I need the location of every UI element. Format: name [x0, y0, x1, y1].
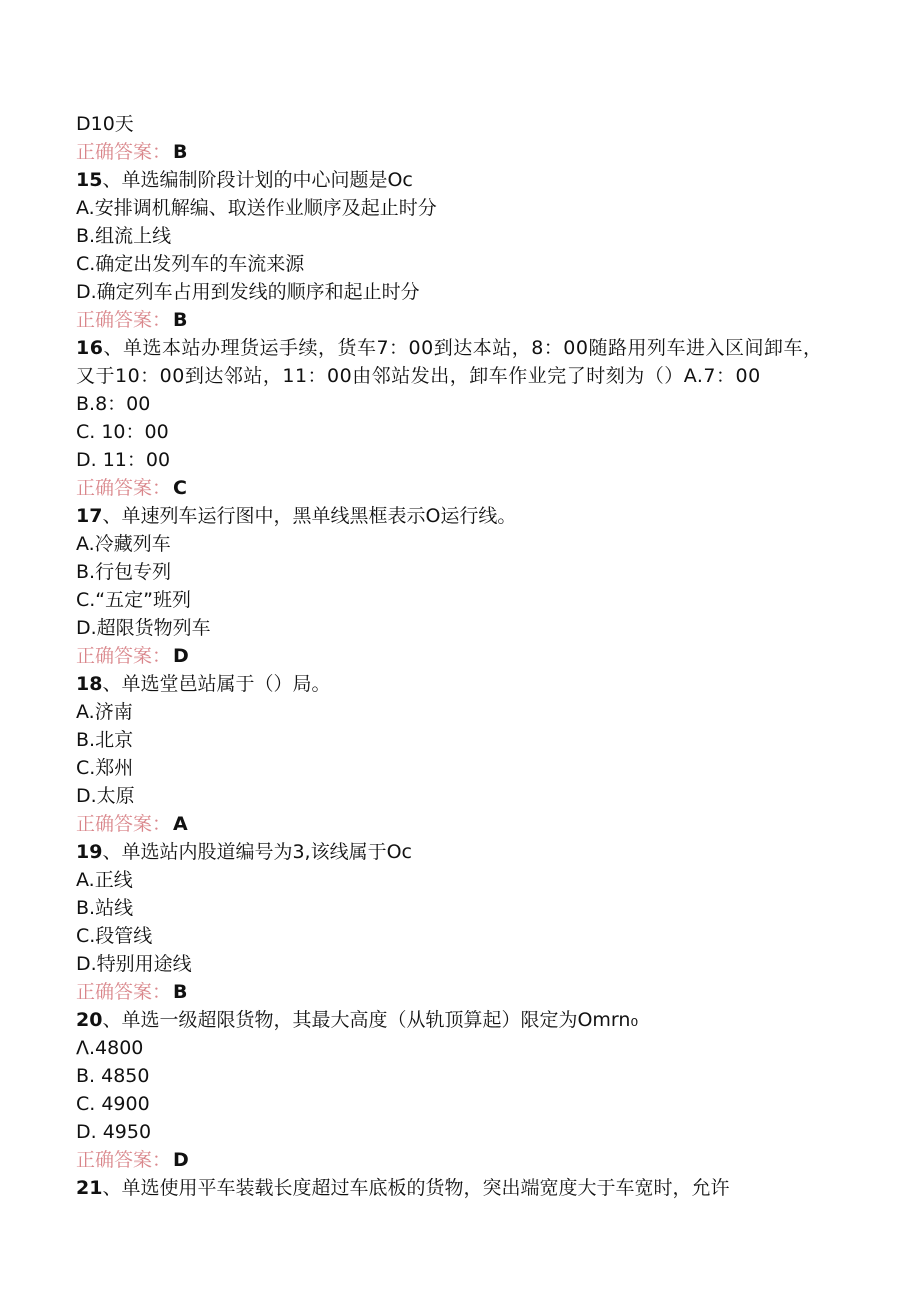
option-line: A.济南 [76, 701, 133, 723]
answer-line [76, 642, 836, 670]
question-text: 、单选编制阶段计划的中心问题是Oc [102, 169, 413, 191]
answer-line [76, 1146, 836, 1174]
answer-key: B [173, 981, 188, 1003]
question-number: 16 [76, 337, 104, 359]
document-page [76, 110, 836, 1202]
option-line: C.“五定”班列 [76, 589, 191, 611]
answer-line [76, 474, 836, 502]
answer-label: 正确答案： [76, 1149, 172, 1171]
answer-label: 正确答案： [76, 141, 172, 163]
question-19 [76, 838, 836, 866]
option-line: C.确定出发列车的车流来源 [76, 253, 305, 275]
answer-key: D [173, 645, 189, 667]
question-text: 、单选堂邑站属于（）局。 [102, 673, 331, 695]
question-17 [76, 502, 836, 530]
question-number: 19 [76, 841, 103, 863]
answer-label: 正确答案： [76, 645, 172, 667]
question-number: 18 [76, 673, 103, 695]
question-number: 15 [76, 169, 103, 191]
question-number: 20 [76, 1009, 103, 1031]
option-line: D.超限货物列车 [76, 617, 211, 639]
question-21 [76, 1174, 836, 1202]
option-line: B.站线 [76, 897, 134, 919]
answer-label: 正确答案： [76, 813, 172, 835]
question-text: 、单选站内股道编号为3,该线属于Oc [102, 841, 412, 863]
option-line: C.郑州 [76, 757, 134, 779]
answer-line [76, 306, 836, 334]
answer-key: B [173, 309, 188, 331]
answer-label: 正确答案： [76, 477, 172, 499]
option-line: D. 11：00 [76, 449, 171, 471]
option-line: B.8：00 [76, 393, 151, 415]
option-line: D.确定列车占用到发线的顺序和起止时分 [76, 281, 420, 303]
answer-key: B [173, 141, 188, 163]
question-number: 17 [76, 505, 103, 527]
option-line: B.北京 [76, 729, 134, 751]
option-line: B.行包专列 [76, 561, 172, 583]
answer-key: D [173, 1149, 189, 1171]
option-line: C. 10：00 [76, 421, 169, 443]
answer-label: 正确答案： [76, 981, 172, 1003]
option-line: D10天 [76, 113, 134, 135]
answer-key: A [173, 813, 188, 835]
question-text: 、单选本站办理货运手续，货车7：00到达本站，8：00随路用列车进入区间卸车，又于10：00到达邻站，11：00由邻站发出，卸车作业完了时刻为（）A.7：00 [76, 337, 823, 387]
answer-line [76, 810, 836, 838]
question-text: 、单速列车运行图中，黑单线黑框表示O运行线。 [102, 505, 517, 527]
answer-line [76, 138, 836, 166]
answer-line [76, 978, 836, 1006]
question-text: 、单选一级超限货物，其最大高度（从轨顶算起）限定为Omrn₀ [102, 1009, 639, 1031]
option-line: Λ.4800 [76, 1037, 144, 1059]
answer-key: C [173, 477, 187, 499]
option-line: D.太原 [76, 785, 135, 807]
question-20 [76, 1006, 836, 1034]
question-text: 、单选使用平车装载长度超过车底板的货物，突出端宽度大于车宽时，允许 [102, 1177, 730, 1199]
option-line: B. 4850 [76, 1065, 150, 1087]
option-line: D.特别用途线 [76, 953, 192, 975]
option-line: C.段管线 [76, 925, 153, 947]
option-line: D. 4950 [76, 1121, 152, 1143]
question-16 [76, 334, 828, 390]
option-line: C. 4900 [76, 1093, 150, 1115]
question-18 [76, 670, 836, 698]
option-line: A.正线 [76, 869, 133, 891]
answer-label: 正确答案： [76, 309, 172, 331]
question-number: 21 [76, 1177, 103, 1199]
option-line: B.组流上线 [76, 225, 172, 247]
option-line: A.安排调机解编、取送作业顺序及起止时分 [76, 197, 437, 219]
option-line: A.冷藏列车 [76, 533, 171, 555]
question-15 [76, 166, 836, 194]
